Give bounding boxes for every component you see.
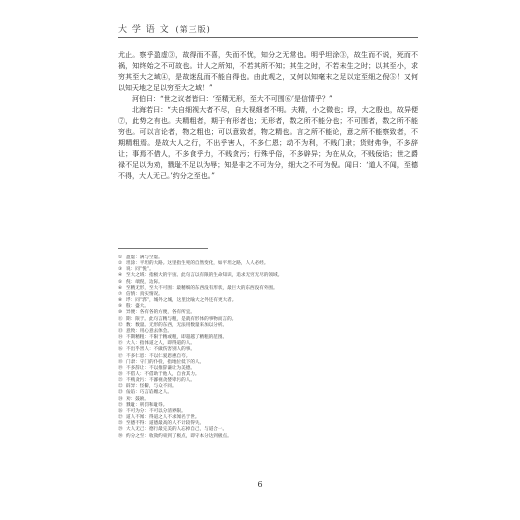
footnote-number: ⑤ — [118, 279, 123, 285]
footnote-number: ㉚ — [118, 433, 123, 439]
footnote-text: 佞谄：巧言谄媚之人。 — [126, 390, 172, 396]
footnote-text: 门隶：守门的仆役，指地位低下的人。 — [126, 359, 205, 365]
footnote-number: ⑫ — [118, 322, 123, 328]
footnote-text: 数：数量。无形的东西，无法用数量来加以分析。 — [126, 322, 228, 328]
footnote-text: 异便：各有各的方便，各有所宜。 — [126, 310, 195, 316]
footnote-number: ⑩ — [118, 310, 123, 316]
main-text — [118, 50, 418, 182]
footnote-number: ⑳ — [118, 371, 123, 377]
paragraph: 尤止。察乎盈虚③，故得而不喜，失而不忧，知分之无常也。明乎坦涂③，故生而不说，死而不祸，知终始之不可故也。计人之所知，不若其所不知；其生之时，不若未生之时；以其至小，求穷其至大之域④，是故迷乱而不能自得也。由此观之，又何以知毫末之足以定至细之倪⑤！又何以知天地之足以穷至大之域！” — [118, 51, 418, 92]
footnote-number: ① — [118, 255, 123, 260]
footnote-number: ㉗ — [118, 415, 123, 421]
header-rule — [118, 37, 418, 38]
page-number: 6 — [257, 480, 263, 489]
footnote-text: 不可为分：不可以分清界限。 — [126, 408, 186, 414]
footnote-text: 意致：用心意去体会。 — [126, 328, 172, 334]
footnote-number: ⑯ — [118, 347, 123, 353]
footnote-text: 说：同“悦”。 — [126, 267, 154, 273]
footnote-text: 至大之域：指极大的宇宙。此句言以有限的生命知识，追求无穷无尽的领域。 — [126, 273, 283, 279]
footnote-number: ② — [118, 261, 123, 267]
footnote-number: ⑦ — [118, 291, 123, 297]
footnote-text: 至精无形，至大不可围：最精细的东西没有形状，最巨大的东西没有外围。 — [126, 285, 278, 291]
footnote-number: ⑬ — [118, 328, 123, 334]
footnote-text: 期：限于。此句言精与粗，是就有形体的事物而言的。 — [126, 316, 237, 322]
book-title: 大 学 语 文 — [118, 25, 170, 35]
footnote — [118, 434, 418, 440]
footnote-number: ㉘ — [118, 421, 123, 427]
footnote-text: 辟异：怪僻，与众不同。 — [126, 384, 177, 390]
footnote-text: 盈虚：满与空虚。 — [126, 255, 163, 260]
footnote-text: 不出乎害人：不做伤害别人的事。 — [126, 347, 195, 353]
running-header — [118, 22, 211, 35]
footnote-text: 戮耻：刑罚和耻辱。 — [126, 402, 168, 408]
paragraph: 河伯曰：“世之议者皆曰：‘至精无形，至大不可围⑥’是信情乎？” — [132, 95, 333, 103]
footnote-text: 倪：端倪，边际。 — [126, 279, 163, 285]
footnote-number: ⑰ — [118, 353, 123, 359]
footnote-text: 约分之至：收敛约束到了极点，即守本分达到极点。 — [126, 433, 232, 439]
footnote-number: ⑧ — [118, 298, 123, 304]
footnote-number: ㉔ — [118, 396, 123, 402]
footnote-number: ㉑ — [118, 378, 123, 384]
book-edition: (第三版) — [175, 25, 211, 34]
footnote-number: ③ — [118, 267, 123, 273]
footnote-text: 不多仁恩：不以仁爱恩惠自夸。 — [126, 353, 191, 359]
footnote-rule — [118, 248, 208, 249]
footnote-text: 垺：同“郛”，城外之城，这里比喻大之外还有更大者。 — [126, 298, 237, 304]
footnote-number: ⑱ — [118, 359, 123, 365]
footnote-number: ⑲ — [118, 365, 123, 371]
footnote-text: 不借人：不借助于他人，自食其力。 — [126, 371, 200, 377]
paragraph: 北海若曰：“夫自细视大者不尽，自大视细者不明。夫精，小之微也；垺，大之殷也，故异便⑦，此势之有也。夫精粗者，期于有形者也；无形者，数之所不能分也；不可围者，数之所不能穷也。可以言论者，物之粗也；可以意致者，物之精也。言之所不能论，意之所不能察致者，不期精粗焉。是故大人之行，不出乎害人，不多仁恩；动不为利，不贱门隶；货财弗争，不多辞让；事焉不借人，不多食乎力，不贱贪污；行殊乎俗，不多辟异；为在从众，不贱佞谄；世之爵禄不足以为劝，戮耻不足以为辱；知是非之不可为分，细大之不可为倪。闻曰：‘道人不闻，至德不得，大人无己。’约分之至也。” — [118, 106, 418, 180]
footnote-text: 道人不闻：得道之人不求闻名于世。 — [126, 415, 200, 421]
footnote-number: ④ — [118, 273, 123, 279]
footnote-text: 至德不得：道德最高的人不计较得失。 — [126, 421, 205, 427]
footnote-number: ⑭ — [118, 335, 123, 341]
footnote-number: ⑨ — [118, 304, 123, 310]
footnote-number: ㉓ — [118, 390, 123, 396]
footnote-number: ㉒ — [118, 384, 123, 390]
footnote-text: 大人：指体道之人，即得道的人。 — [126, 341, 195, 347]
footnote-text: 殷：盛大。 — [126, 304, 149, 310]
footnotes — [118, 255, 418, 440]
footnote-text: 不贱贪污：不鄙视贪婪卑污的人。 — [126, 378, 195, 384]
footnote-text: 大人无己：德行最完美的人忘掉自己，与道合一。 — [126, 427, 228, 433]
footnote-number: ⑥ — [118, 285, 123, 291]
footnote-number: ㉖ — [118, 408, 123, 414]
footnote-text: 不期精粗：不限于精或粗，即超越了精粗的范围。 — [126, 335, 228, 341]
footnote-text: 坦涂：平坦的大路。这里指生死的自然变化，如平坦之路，人人必经。 — [126, 261, 269, 267]
footnote-number: ㉕ — [118, 402, 123, 408]
footnote-number: ㉙ — [118, 427, 123, 433]
footnote-text: 劝：鼓励。 — [126, 396, 149, 402]
footnote-number: ⑪ — [118, 316, 123, 322]
footnote-text: 信情：真实情况。 — [126, 291, 163, 297]
footnote-number: ⑮ — [118, 341, 123, 347]
footnote-text: 不多辞让：不以推辞谦让为美德。 — [126, 365, 195, 371]
